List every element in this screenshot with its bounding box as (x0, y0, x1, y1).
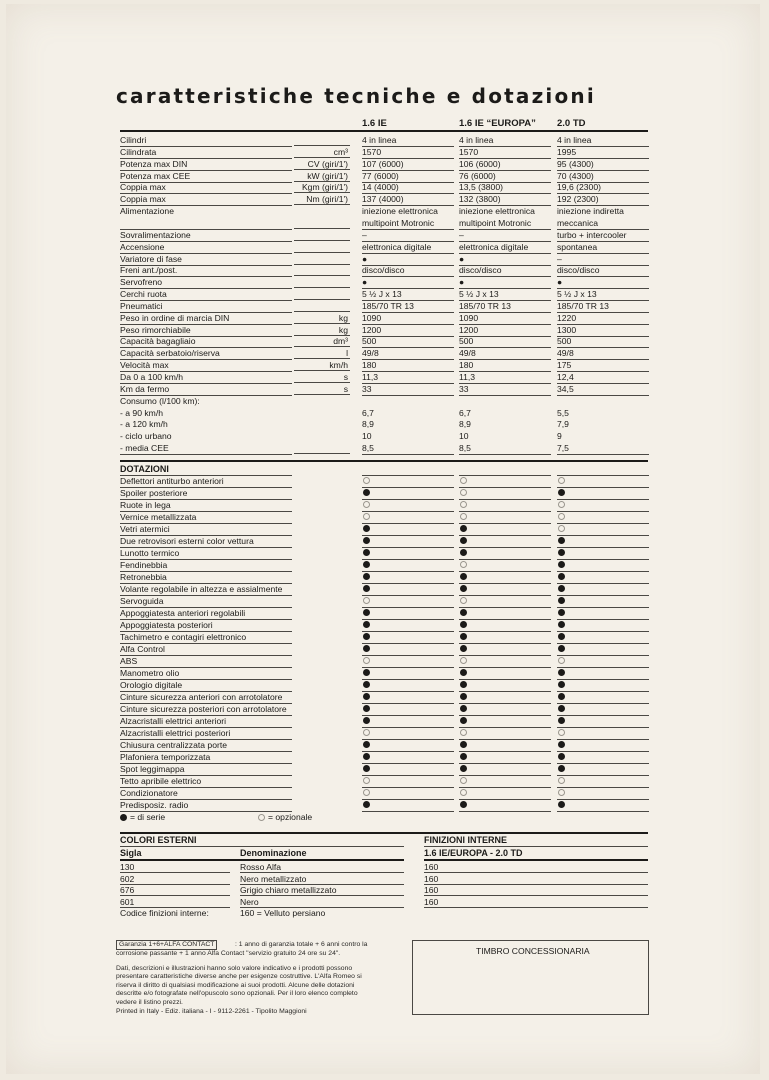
spec-value-col3: 185/70 TR 13 (557, 300, 649, 313)
spec-value-col2: – (459, 229, 551, 242)
timbro-label: TIMBRO CONCESSIONARIA (476, 946, 590, 956)
spec-value-col2: 49/8 (459, 347, 551, 360)
dotazione-label: Chiusura centralizzata porte (120, 739, 292, 752)
serie-dot-icon (558, 705, 565, 712)
spec-value-col2: ● (459, 253, 551, 266)
spec-unit: cm³ (294, 146, 350, 158)
dotazione-label: Retronebbia (120, 571, 292, 584)
spec-value-col3: disco/disco (557, 264, 649, 277)
spec-unit: s (294, 383, 350, 395)
dotazione-label: Deflettori antiturbo anteriori (120, 475, 292, 488)
serie-dot-icon (460, 741, 467, 748)
spec-label: - a 90 km/h (120, 407, 163, 418)
spec-value-col3: 5 ½ J x 13 (557, 288, 649, 301)
dotazione-label: Vernice metallizzata (120, 511, 292, 524)
spec-value-col3: 12,4 (557, 371, 649, 384)
garanzia-line2: corrosione passante + 1 anno Alfa Contact "servizio gratuito 24 ore su 24". (116, 950, 341, 957)
opzionale-dot-icon (460, 501, 467, 508)
dotazione-label: Alfa Control (120, 643, 292, 656)
spec-value-col1: elettronica digitale (362, 241, 454, 254)
opzionale-dot-icon (460, 777, 467, 784)
spec-value-col2 (459, 395, 551, 407)
opzionale-dot-icon (558, 501, 565, 508)
spec-unit (294, 217, 350, 229)
spec-value-col1: 1090 (362, 312, 454, 325)
serie-dot-icon (460, 669, 467, 676)
spec-unit (294, 288, 350, 300)
serie-dot-icon (363, 489, 370, 496)
serie-dot-icon (558, 801, 565, 808)
garanzia-tag: Garanzia 1+6+ALFA CONTACT (116, 940, 217, 950)
timbro-box (412, 940, 649, 1015)
serie-dot-icon (558, 537, 565, 544)
serie-dot-icon (558, 717, 565, 724)
opzionale-dot-icon (558, 777, 565, 784)
spec-value-col3: 9 (557, 431, 562, 442)
spec-value-col2: 10 (459, 431, 469, 442)
finizione-value: 160 (424, 874, 648, 885)
serie-dot-icon (460, 681, 467, 688)
spec-label: - media CEE (120, 442, 292, 455)
spec-unit (294, 134, 350, 146)
serie-dot-icon (363, 801, 370, 808)
serie-dot-icon (558, 597, 565, 604)
spec-value-col1: 49/8 (362, 347, 454, 360)
serie-dot-icon (558, 681, 565, 688)
opzionale-dot-icon (363, 657, 370, 664)
spec-label: Potenza max DIN (120, 158, 292, 171)
spec-value-col2: ● (459, 276, 551, 289)
opzionale-dot-icon (558, 789, 565, 796)
serie-dot-icon (363, 681, 370, 688)
spec-value-col1: 33 (362, 383, 454, 396)
spec-unit: Kgm (giri/1') (294, 181, 350, 193)
dotazione-label: Condizionatore (120, 787, 292, 800)
serie-dot-icon (363, 645, 370, 652)
serie-dot-icon (460, 717, 467, 724)
spec-value-col2: 11,3 (459, 371, 551, 384)
serie-dot-icon (363, 741, 370, 748)
spec-value-col2: 1090 (459, 312, 551, 325)
colore-nome: Nero (240, 897, 404, 908)
disclaimer-line: Dati, descrizioni e illustrazioni hanno solo valore indicativo e i prodotti possono (116, 965, 353, 972)
spec-label: Pneumatici (120, 300, 292, 313)
serie-dot-icon (460, 705, 467, 712)
serie-dot-icon (460, 645, 467, 652)
spec-value-col1: 1200 (362, 324, 454, 337)
garanzia-line1: : 1 anno di garanzia totale + 6 anni contro la (235, 941, 368, 948)
spec-value-col3: turbo + intercooler (557, 229, 649, 242)
spec-value-col3: iniezione indiretta (557, 206, 624, 217)
serie-dot-icon (460, 549, 467, 556)
spec-value-col1: disco/disco (362, 264, 454, 277)
spec-label: Potenza max CEE (120, 170, 292, 183)
spec-unit (294, 395, 350, 407)
opzionale-dot-icon (363, 501, 370, 508)
opzionale-dot-icon (460, 597, 467, 604)
dotazioni-header: DOTAZIONI (120, 463, 292, 476)
opzionale-dot-icon (460, 513, 467, 520)
spec-unit: kg (294, 312, 350, 324)
opzionale-dot-icon (558, 513, 565, 520)
spec-unit: Nm (giri/1') (294, 193, 350, 205)
spec-unit: l (294, 347, 350, 359)
dotazione-label: Spot leggimappa (120, 763, 292, 776)
colore-sigla: 602 (120, 874, 230, 885)
serie-dot-icon (558, 573, 565, 580)
spec-value-col2: disco/disco (459, 264, 551, 277)
spec-value-col2: 180 (459, 359, 551, 372)
spec-value-col3: 1220 (557, 312, 649, 325)
finizioni-subheader: 1.6 IE/EUROPA - 2.0 TD (424, 848, 523, 858)
spec-value-col1: 1570 (362, 146, 454, 159)
dotazione-label: ABS (120, 655, 292, 668)
spec-value-col1: 8,5 (362, 442, 454, 455)
serie-dot-icon (363, 573, 370, 580)
serie-dot-icon (363, 525, 370, 532)
spec-value-col1: multipoint Motronic (362, 217, 454, 230)
spec-value-col3: 95 (4300) (557, 158, 649, 171)
spec-value-col1: iniezione elettronica (362, 206, 438, 217)
finizione-value: 160 (424, 897, 648, 908)
disclaimer-line: descritte e/o fotografate nell'opuscolo sono opzionali. Per il loro elenco completo (116, 990, 358, 998)
dotazione-label: Orologio digitale (120, 679, 292, 692)
spec-value-col3 (557, 395, 649, 407)
spec-value-col3: 4 in linea (557, 134, 649, 147)
opzionale-dot-icon (558, 729, 565, 736)
spec-value-col1: 11,3 (362, 371, 454, 384)
spec-value-col1: – (362, 229, 454, 242)
finizione-value: 160 (424, 862, 648, 873)
spec-label: - a 120 km/h (120, 419, 168, 430)
serie-dot-icon (558, 489, 565, 496)
spec-label: Cilindrata (120, 146, 292, 159)
dotazioni-rule (120, 460, 648, 462)
serie-dot-icon (460, 801, 467, 808)
serie-dot-icon (558, 549, 565, 556)
spec-value-col3: spontanea (557, 241, 649, 254)
spec-value-col2: 4 in linea (459, 134, 551, 147)
spec-label: Cilindri (120, 134, 292, 147)
opzionale-dot-icon (460, 489, 467, 496)
opzionale-dot-icon (460, 657, 467, 664)
disclaimer-line: presentare caratteristiche diverse anche per esigenze costruttive. L'Alfa Romeo si (116, 973, 362, 981)
spec-label: Cerchi ruota (120, 288, 292, 301)
spec-value-col3: 7,5 (557, 442, 649, 455)
spec-value-col2: iniezione elettronica (459, 206, 535, 217)
serie-dot-icon (363, 609, 370, 616)
serie-dot-icon (558, 765, 565, 772)
opzionale-dot-icon (363, 513, 370, 520)
spec-value-col2: 185/70 TR 13 (459, 300, 551, 313)
spec-unit: dm³ (294, 335, 350, 347)
column-head-2: 1.6 IE “EUROPA” (459, 118, 536, 129)
serie-dot-icon (558, 585, 565, 592)
serie-dot-icon (120, 814, 127, 821)
spec-value-col3: 34,5 (557, 383, 649, 396)
dotazione-label: Alzacristalli elettrici posteriori (120, 727, 292, 740)
finizioni-header: FINIZIONI INTERNE (424, 835, 507, 845)
spec-unit: s (294, 371, 350, 383)
spec-label: Variatore di fase (120, 253, 292, 266)
spec-value-col2: 8,9 (459, 419, 471, 430)
serie-dot-icon (558, 633, 565, 640)
spec-value-col2: 33 (459, 383, 551, 396)
spec-value-col2: 500 (459, 335, 551, 348)
serie-dot-icon (363, 669, 370, 676)
opzionale-dot-icon (258, 814, 265, 821)
spec-unit (294, 407, 350, 419)
spec-value-col2: elettronica digitale (459, 241, 551, 254)
spec-label: Accensione (120, 241, 292, 254)
colori-header: COLORI ESTERNI (120, 835, 197, 845)
spec-unit (294, 229, 350, 241)
colore-nome: Grigio chiaro metallizzato (240, 885, 404, 896)
dotazione-label: Ruote in lega (120, 499, 292, 512)
spec-label: Da 0 a 100 km/h (120, 371, 292, 384)
serie-dot-icon (460, 525, 467, 532)
serie-dot-icon (460, 765, 467, 772)
opzionale-dot-icon (460, 561, 467, 568)
spec-value-col1: 6,7 (362, 407, 374, 418)
spec-value-col1: ● (362, 253, 454, 266)
spec-unit (294, 430, 350, 442)
dotazione-label: Cinture sicurezza anteriori con arrotolatore (120, 691, 292, 704)
spec-label: Velocità max (120, 359, 292, 372)
spec-value-col3: 7,9 (557, 419, 569, 430)
dotazione-label: Cinture sicurezza posteriori con arrotolatore (120, 703, 292, 716)
spec-unit (294, 442, 350, 454)
spec-value-col3: 19,6 (2300) (557, 181, 649, 194)
spec-label: Sovralimentazione (120, 229, 292, 242)
column-head-1: 1.6 IE (362, 118, 387, 129)
dotazione-label: Due retrovisori esterni color vettura (120, 535, 292, 548)
disclaimer-line: vedere il listino prezzi. (116, 998, 183, 1006)
finizione-value: 160 (424, 885, 648, 896)
spec-value-col3: 500 (557, 335, 649, 348)
serie-dot-icon (558, 741, 565, 748)
opzionale-dot-icon (460, 789, 467, 796)
spec-value-col2: 132 (3800) (459, 193, 551, 206)
spec-label: Peso in ordine di marcia DIN (120, 312, 292, 325)
dotazione-label: Appoggiatesta anteriori regolabili (120, 607, 292, 620)
spec-value-col3: 70 (4300) (557, 170, 649, 183)
printed-line: Printed in Italy - Ediz. italiana - I - 9112-2261 - Tipolito Maggioni (116, 1008, 307, 1015)
spec-label: Km da fermo (120, 383, 292, 396)
serie-dot-icon (558, 621, 565, 628)
spec-label: Capacità bagagliaio (120, 335, 292, 348)
colore-sigla: 676 (120, 885, 230, 896)
spec-unit: kg (294, 324, 350, 336)
serie-dot-icon (558, 561, 565, 568)
opzionale-dot-icon (558, 525, 565, 532)
serie-dot-icon (460, 609, 467, 616)
spec-value-col3: – (557, 253, 649, 266)
serie-dot-icon (363, 693, 370, 700)
spec-value-col1 (362, 395, 454, 407)
colore-sigla: 130 (120, 862, 230, 873)
spec-value-col1: 5 ½ J x 13 (362, 288, 454, 301)
dotazione-label: Plafoniera temporizzata (120, 751, 292, 764)
spec-unit: km/h (294, 359, 350, 371)
spec-value-col2: 13,5 (3800) (459, 181, 551, 194)
serie-dot-icon (363, 561, 370, 568)
serie-dot-icon (558, 753, 565, 760)
spec-unit: CV (giri/1') (294, 158, 350, 170)
opzionale-dot-icon (363, 789, 370, 796)
serie-dot-icon (558, 645, 565, 652)
spec-unit (294, 300, 350, 312)
spec-value-col2: multipoint Motronic (459, 217, 551, 230)
colori-col-denominazione: Denominazione (240, 848, 307, 858)
serie-dot-icon (363, 621, 370, 628)
opzionale-dot-icon (558, 477, 565, 484)
serie-dot-icon (460, 621, 467, 628)
spec-value-col1: 500 (362, 335, 454, 348)
dotazione-label: Tachimetro e contagiri elettronico (120, 631, 292, 644)
spec-label: Capacità serbatoio/riserva (120, 347, 292, 360)
serie-dot-icon (363, 585, 370, 592)
spec-value-col3: meccanica (557, 217, 649, 230)
opzionale-dot-icon (363, 597, 370, 604)
spec-value-col1: 4 in linea (362, 134, 454, 147)
spec-value-col1: 77 (6000) (362, 170, 454, 183)
serie-dot-icon (363, 633, 370, 640)
serie-dot-icon (363, 717, 370, 724)
spec-label: Servofreno (120, 276, 292, 289)
header-rule (120, 130, 648, 132)
spec-value-col3: 192 (2300) (557, 193, 649, 206)
column-head-3: 2.0 TD (557, 118, 586, 129)
codice-value: 160 = Velluto persiano (240, 908, 326, 918)
opzionale-dot-icon (558, 657, 565, 664)
spec-value-col1: 107 (6000) (362, 158, 454, 171)
opzionale-dot-icon (363, 777, 370, 784)
dotazione-label: Manometro olio (120, 667, 292, 680)
spec-label: Alimentazione (120, 206, 174, 217)
spec-unit (294, 418, 350, 430)
spec-value-col3: 175 (557, 359, 649, 372)
serie-dot-icon (363, 537, 370, 544)
dotazione-label: Appoggiatesta posteriori (120, 619, 292, 632)
spec-value-col2: 8,5 (459, 442, 551, 455)
colore-nome: Nero metallizzato (240, 874, 404, 885)
opzionale-dot-icon (363, 477, 370, 484)
serie-dot-icon (363, 753, 370, 760)
spec-value-col2: 6,7 (459, 407, 471, 418)
colore-nome: Rosso Alfa (240, 862, 404, 873)
dotazione-label: Tetto apribile elettrico (120, 775, 292, 788)
spec-value-col2: 1570 (459, 146, 551, 159)
dotazione-label: Fendinebbia (120, 559, 292, 572)
dotazione-label: Lunotto termico (120, 547, 292, 560)
spec-value-col1: 10 (362, 431, 372, 442)
spec-value-col2: 76 (6000) (459, 170, 551, 183)
spec-label: Coppia max (120, 181, 292, 194)
spec-value-col1: 185/70 TR 13 (362, 300, 454, 313)
dotazione-label: Alzacristalli elettrici anteriori (120, 715, 292, 728)
spec-value-col3: 5,5 (557, 407, 569, 418)
spec-value-col3: ● (557, 276, 649, 289)
serie-dot-icon (460, 573, 467, 580)
serie-dot-icon (363, 765, 370, 772)
spec-value-col1: 14 (4000) (362, 181, 454, 194)
codice-label: Codice finizioni interne: (120, 908, 209, 918)
spec-unit (294, 276, 350, 288)
spec-unit (294, 241, 350, 253)
spec-label: Peso rimorchiabile (120, 324, 292, 337)
spec-value-col2: 1200 (459, 324, 551, 337)
opzionale-dot-icon (460, 477, 467, 484)
colori-rule (120, 832, 648, 834)
dotazione-label: Predisposiz. radio (120, 799, 292, 812)
dotazione-label: Vetri atermici (120, 523, 292, 536)
spec-label: Consumo (l/100 km): (120, 395, 200, 406)
opzionale-dot-icon (460, 729, 467, 736)
colori-col-sigla: Sigla (120, 848, 142, 858)
dotazione-label: Volante regolabile in altezza e assialmente (120, 583, 292, 596)
serie-dot-icon (558, 693, 565, 700)
spec-unit (294, 205, 350, 217)
disclaimer (116, 965, 362, 1007)
spec-value-col1: ● (362, 276, 454, 289)
spec-value-col3: 1300 (557, 324, 649, 337)
spec-label: - ciclo urbano (120, 431, 172, 442)
serie-dot-icon (460, 753, 467, 760)
colore-sigla: 601 (120, 897, 230, 908)
spec-unit: kW (giri/1') (294, 170, 350, 182)
serie-dot-icon (558, 609, 565, 616)
opzionale-dot-icon (363, 729, 370, 736)
spec-unit (294, 253, 350, 265)
serie-dot-icon (558, 669, 565, 676)
disclaimer-line: riserva il diritto di qualsiasi modificazione ai suoi prodotti. Alcune delle dotazioni (116, 981, 355, 989)
spec-value-col1: 137 (4000) (362, 193, 454, 206)
spec-value-col3: 1995 (557, 146, 649, 159)
spec-value-col1: 8,9 (362, 419, 374, 430)
serie-dot-icon (460, 585, 467, 592)
spec-label: Freni ant./post. (120, 264, 292, 277)
serie-dot-icon (460, 537, 467, 544)
spec-label: Coppia max (120, 193, 292, 206)
serie-dot-icon (363, 549, 370, 556)
dotazione-label: Spoiler posteriore (120, 487, 292, 500)
serie-dot-icon (460, 693, 467, 700)
spec-value-col2: 106 (6000) (459, 158, 551, 171)
dotazione-label: Servoguida (120, 595, 292, 608)
spec-unit (294, 264, 350, 276)
spec-value-col2: 5 ½ J x 13 (459, 288, 551, 301)
spec-value-col3: 49/8 (557, 347, 649, 360)
serie-dot-icon (460, 633, 467, 640)
page-title: caratteristiche tecniche e dotazioni (116, 84, 596, 108)
spec-value-col1: 180 (362, 359, 454, 372)
serie-dot-icon (363, 705, 370, 712)
